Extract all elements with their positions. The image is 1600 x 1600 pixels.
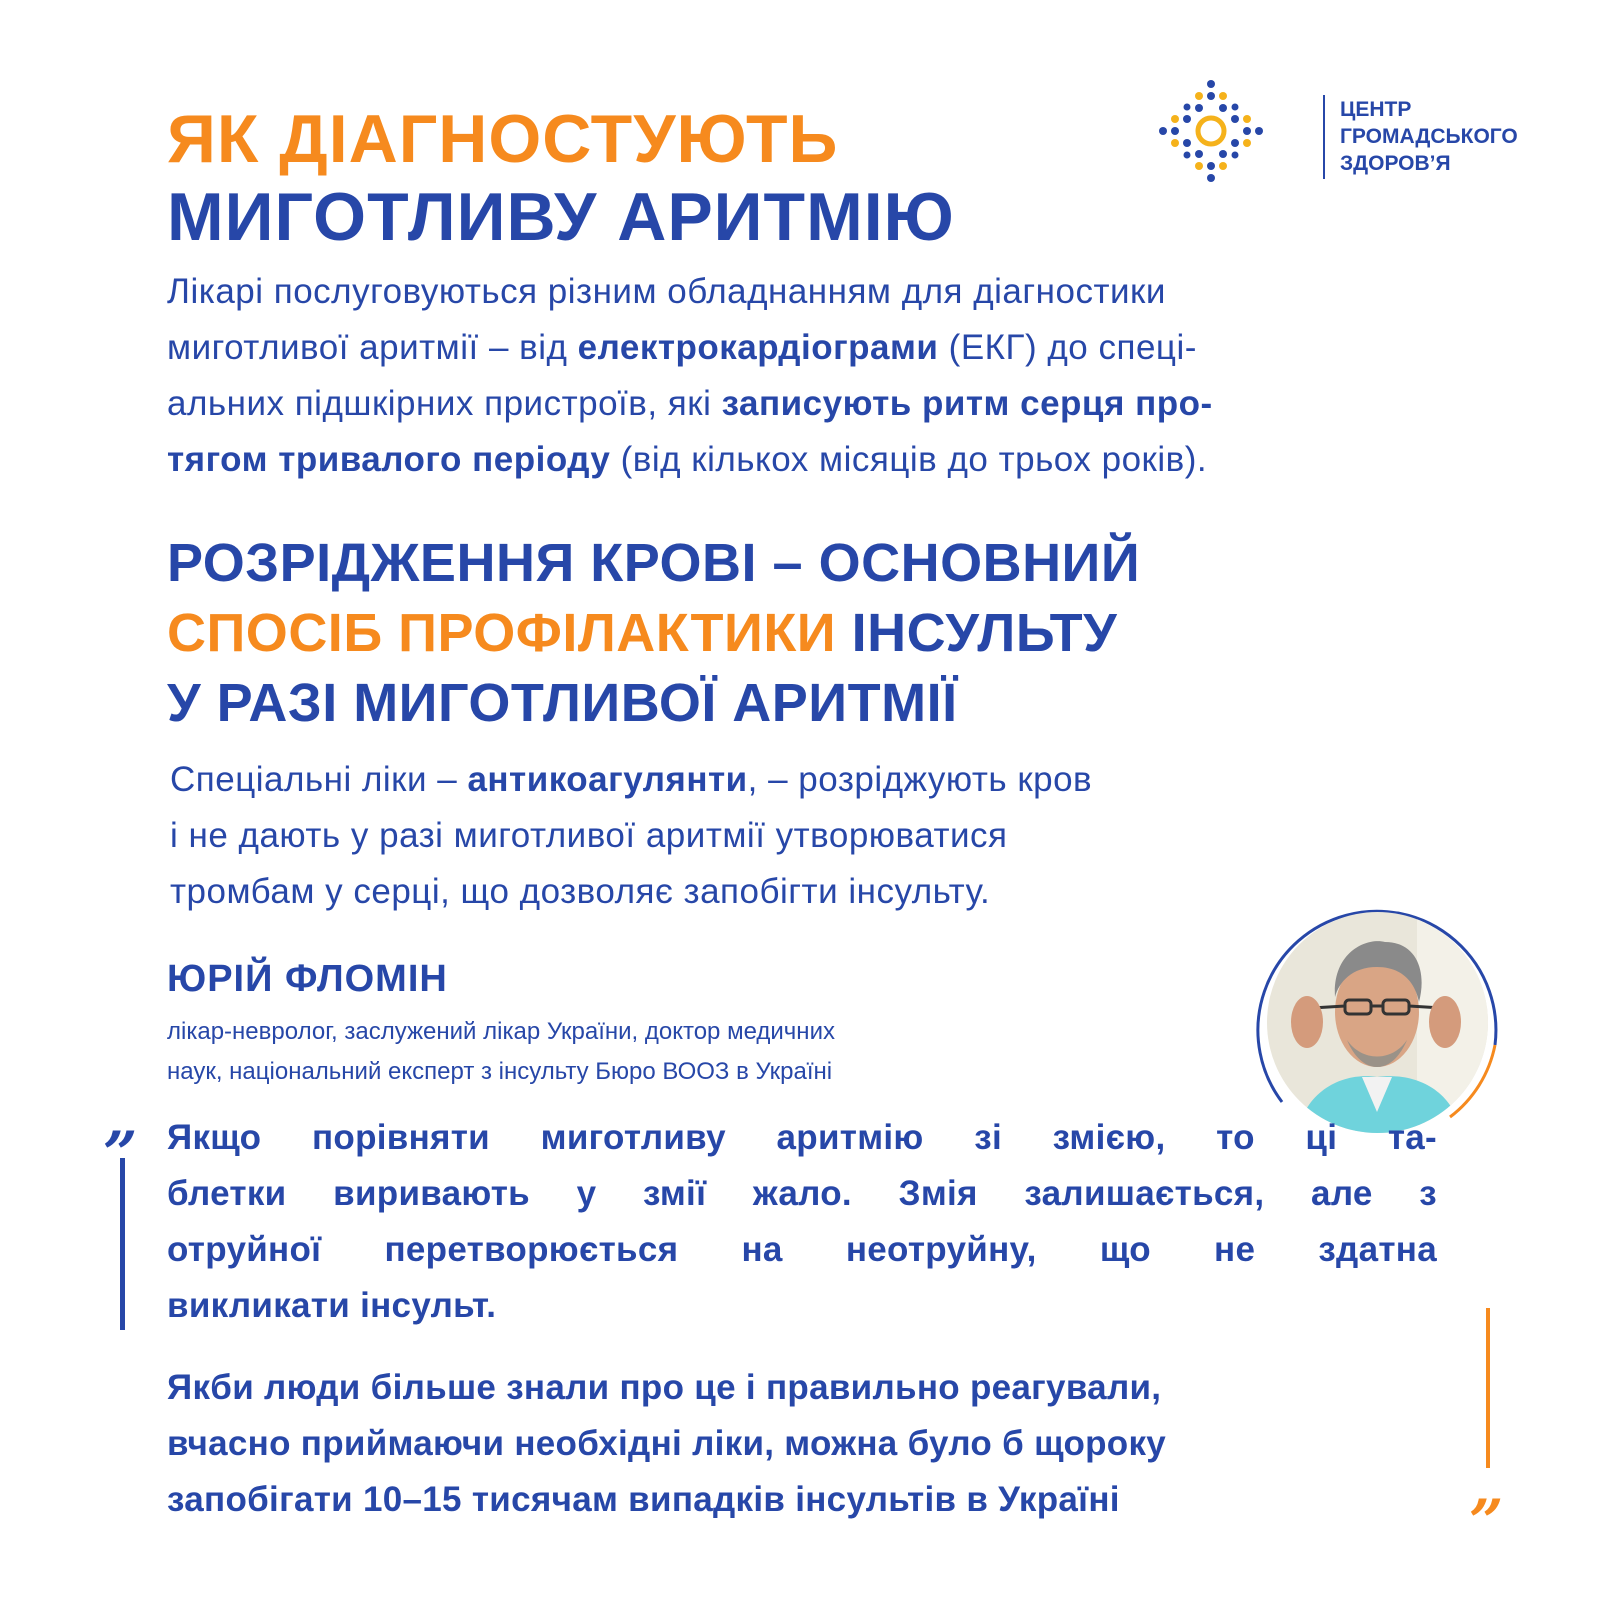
- quote-line: викликати інсульт.: [167, 1286, 497, 1325]
- quote-line: вчасно приймаючи необхідні ліки, можна було б щороку: [167, 1424, 1167, 1463]
- author-role: лікар-невролог, заслужений лікар України, доктор медичних наук, національний експерт з інсульту Бюро ВООЗ в Україні: [167, 1018, 835, 1085]
- diagnostics-line: Лікарі послуговуються різним обладнанням для діагностики: [167, 272, 1166, 311]
- quote-line: блетки виривають у змії жало. Змія залишається, але з: [167, 1174, 1437, 1213]
- logo-line-2: ГРОМАДСЬКОГО: [1340, 125, 1518, 148]
- close-quote-icon: „: [1470, 1453, 1505, 1523]
- quote-paragraph-2: [167, 1360, 1166, 1528]
- records-emphasis: записують ритм серця про-: [721, 384, 1213, 423]
- quote-line: отруйної перетворюється на неотруйну, що не здатна: [167, 1230, 1437, 1269]
- logo-divider: [1323, 95, 1325, 179]
- quote-bar-blue: [120, 1158, 125, 1330]
- anticoagulants-paragraph: [170, 752, 1092, 920]
- diagnostics-line: тягом тривалого періоду (від кількох місяців до трьох років).: [167, 440, 1208, 479]
- logo-icon: [1155, 76, 1285, 186]
- anticoag-line: тромбам у серці, що дозволяє запобігти інсульту.: [170, 872, 991, 911]
- title-line-2: МИГОТЛИВУ АРИТМІЮ: [167, 179, 955, 255]
- quote-paragraph-1: [167, 1110, 1437, 1334]
- page-title: [167, 100, 955, 256]
- diagnostics-line: альних підшкірних пристроїв, які записують ритм серця про-: [167, 384, 1213, 423]
- heading-line-3: У РАЗІ МИГОТЛИВОЇ АРИТМІЇ: [167, 673, 958, 733]
- heading-line-1: РОЗРІДЖЕННЯ КРОВІ – ОСНОВНИЙ: [167, 533, 1141, 593]
- diagnostics-paragraph: [167, 264, 1497, 488]
- author-name: ЮРІЙ ФЛОМІН: [167, 958, 448, 1000]
- diagnostics-line: миготливої аритмії – від електрокардіограми (ЕКГ) до спеці-: [167, 328, 1197, 367]
- heading-accent: СПОСІБ ПРОФІЛАКТИКИ: [167, 603, 837, 663]
- open-quote-icon: „: [104, 1085, 139, 1155]
- quote-line: запобігати 10–15 тисячам випадків інсультів в Україні: [167, 1480, 1120, 1519]
- quote-line: Якби люди більше знали про це і правильно реагували,: [167, 1368, 1162, 1407]
- section-heading: [167, 528, 1140, 738]
- title-line-1: ЯК ДІАГНОСТУЮТЬ: [167, 101, 839, 177]
- heading-line-2: СПОСІБ ПРОФІЛАКТИКИ ІНСУЛЬТУ: [167, 603, 1118, 663]
- anticoag-line: і не дають у разі миготливої аритмії утворюватися: [170, 816, 1008, 855]
- anticoag-line: Спеціальні ліки – антикоагулянти, – розріджують кров: [170, 760, 1093, 799]
- logo-line-1: ЦЕНТР: [1340, 98, 1412, 121]
- quote-bar-orange: [1486, 1308, 1490, 1468]
- period-emphasis: тягом тривалого періоду: [167, 440, 611, 479]
- quote-line: Якщо порівняти миготливу аритмію зі змією, то ці та-: [167, 1118, 1437, 1157]
- logo-text: [1340, 96, 1518, 177]
- ecg-emphasis: електрокардіограми: [577, 328, 939, 367]
- logo-line-3: ЗДОРОВ’Я: [1340, 152, 1451, 175]
- anticoag-emphasis: антикоагулянти: [467, 760, 748, 799]
- author-portrait: [1267, 912, 1488, 1133]
